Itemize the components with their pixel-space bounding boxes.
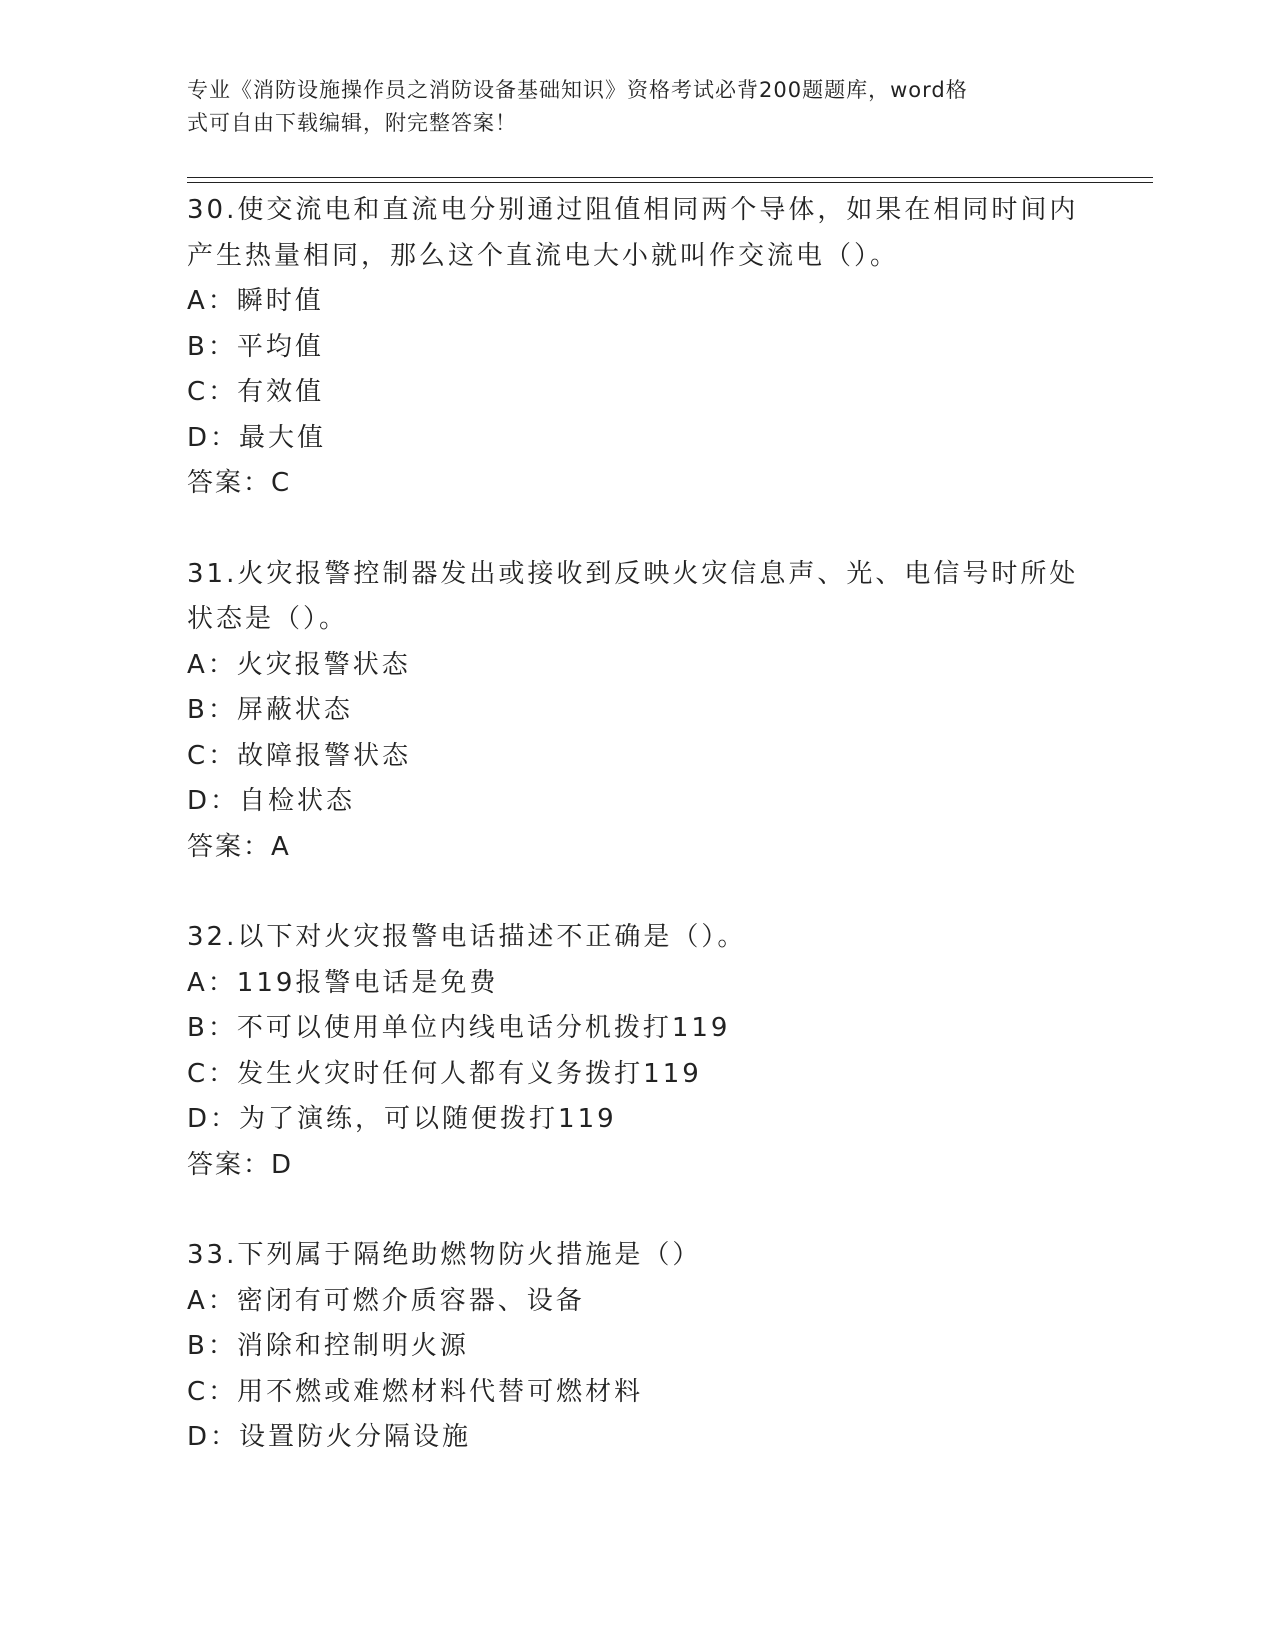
option-b: B：消除和控制明火源 <box>187 1331 469 1361</box>
option-c: C：故障报警状态 <box>187 740 412 771</box>
question-stem: 32.以下对火灾报警电话描述不正确是（）。 <box>187 922 747 952</box>
option-b: B：不可以使用单位内线电话分机拨打119 <box>187 1013 731 1043</box>
question-stem: 33.下列属于隔绝助燃物防火措施是（） <box>187 1240 702 1270</box>
option-d: D：最大值 <box>187 422 327 453</box>
question-30 <box>187 188 1087 507</box>
option-a: A：火灾报警状态 <box>187 649 411 680</box>
answer: 答案：A <box>187 831 291 862</box>
option-a: A：密闭有可燃介质容器、设备 <box>187 1285 585 1316</box>
option-b: B：平均值 <box>187 331 324 362</box>
header-line-1: 专业《消防设施操作员之消防设备基础知识》资格考试必背200题题库，word格 <box>187 78 968 102</box>
header-rule-top <box>187 177 1153 178</box>
option-c: C：有效值 <box>187 377 325 407</box>
document-header <box>187 74 1067 140</box>
answer: 答案：D <box>187 1149 294 1180</box>
option-a: A：119报警电话是免费 <box>187 967 499 998</box>
question-stem: 状态是（）。 <box>187 604 349 634</box>
header-line-2: 式可自由下载编辑，附完整答案！ <box>187 111 517 135</box>
question-stem: 31.火灾报警控制器发出或接收到反映火灾信息声、光、电信号时所处 <box>187 558 1079 589</box>
option-c: C：发生火灾时任何人都有义务拨打119 <box>187 1058 702 1089</box>
question-stem: 30.使交流电和直流电分别通过阻值相同两个导体，如果在相同时间内 <box>187 195 1079 225</box>
option-c: C：用不燃或难燃材料代替可燃材料 <box>187 1376 644 1407</box>
question-32 <box>187 915 1087 1188</box>
question-list <box>187 188 1087 1506</box>
option-d: D：设置防火分隔设施 <box>187 1422 472 1452</box>
question-31 <box>187 552 1087 871</box>
option-b: B：屏蔽状态 <box>187 695 353 725</box>
question-stem: 产生热量相同，那么这个直流电大小就叫作交流电（）。 <box>187 240 900 271</box>
option-d: D：为了演练，可以随便拨打119 <box>187 1104 617 1134</box>
header-rule-bottom <box>187 182 1153 183</box>
question-33 <box>187 1233 1087 1461</box>
answer: 答案：C <box>187 468 292 498</box>
option-a: A：瞬时值 <box>187 286 324 316</box>
option-d: D：自检状态 <box>187 786 356 816</box>
